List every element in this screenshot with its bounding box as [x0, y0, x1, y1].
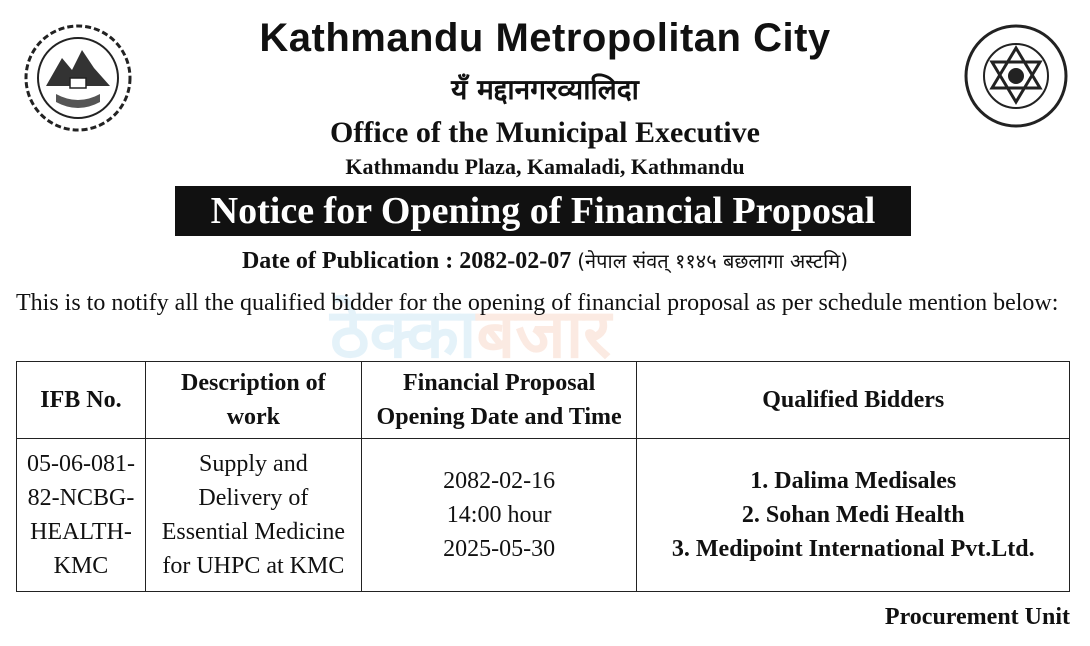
notice-title: Notice for Opening of Financial Proposal: [175, 186, 911, 236]
publication-date: [0, 244, 1090, 278]
header-opening: Financial Proposal Opening Date and Time: [361, 362, 637, 439]
schedule-table: [16, 361, 1070, 592]
table-row: [17, 439, 1070, 592]
watermark-part1: ठेक्का: [330, 295, 477, 374]
cell-opening: 2082-02-16 14:00 hour 2025-05-30: [361, 439, 637, 592]
city-title-devanagari: यँ मद्दानगरव्यालिदा: [451, 73, 639, 106]
cell-bidders: [637, 439, 1070, 592]
bidder-2: 2. Sohan Medi Health: [741, 502, 965, 528]
cell-ifb: 05-06-081- 82-NCBG- HEALTH- KMC: [17, 439, 146, 592]
office-address: Kathmandu Plaza, Kamaladi, Kathmandu: [345, 154, 745, 179]
bidder-1: 1. Dalima Medisales: [750, 468, 957, 494]
header-description: Description of work: [145, 362, 361, 439]
watermark-part2: बजार: [476, 295, 612, 374]
bidder-3: 3. Medipoint International Pvt.Ltd.: [671, 536, 1035, 562]
header-bidders: Qualified Bidders: [637, 362, 1070, 439]
table-header-row: [17, 362, 1070, 439]
office-title: Office of the Municipal Executive: [330, 116, 760, 149]
city-title: Kathmandu Metropolitan City: [259, 16, 831, 60]
publication-date-label: Date of Publication : 2082-02-07: [241, 248, 572, 274]
nepal-sambat-date: (नेपाल संवत् ११४५ बछलागा अस्टमि): [577, 249, 849, 273]
footer-signature: Procurement Unit: [884, 604, 1070, 630]
header-ifb: IFB No.: [17, 362, 146, 439]
cell-description: Supply and Delivery of Essential Medicine for UHPC at KMC: [145, 439, 361, 592]
intro-paragraph: This is to notify all the qualified bidder for the opening of financial proposal as per schedule mention below:: [16, 290, 1059, 316]
